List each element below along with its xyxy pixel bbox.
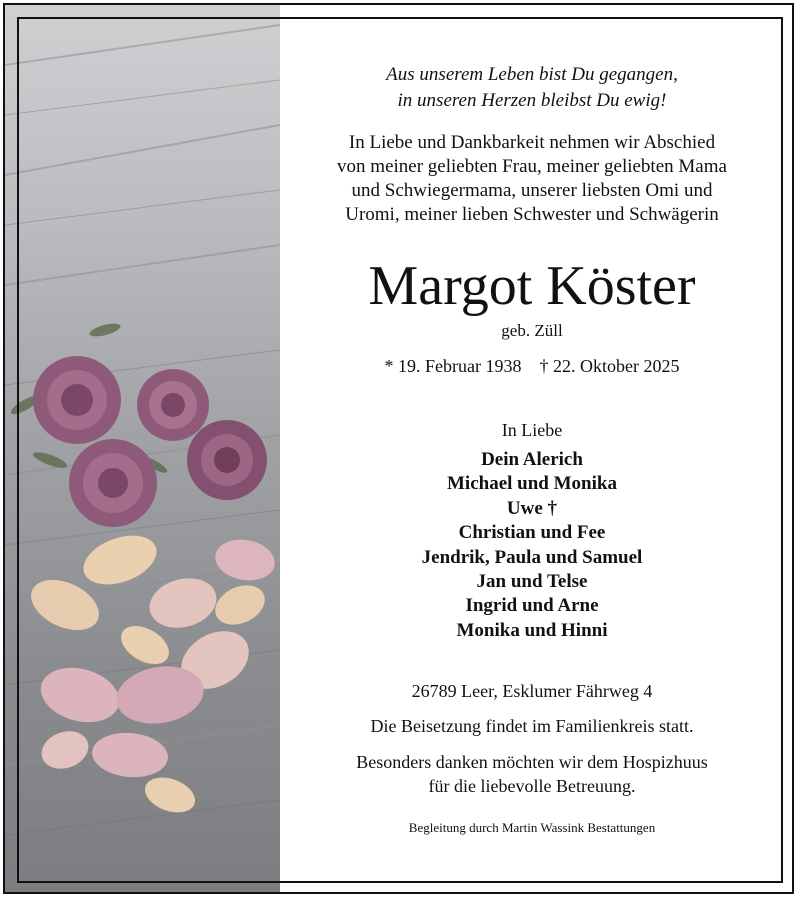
family-member: Monika und Hinni xyxy=(456,619,608,641)
obituary-text xyxy=(282,0,782,900)
motto xyxy=(282,62,782,114)
burial-note: Die Beisetzung findet im Familienkreis statt. xyxy=(370,716,694,736)
family-member: Michael und Monika xyxy=(447,473,617,495)
family-member: Jendrik, Paula und Samuel xyxy=(421,546,643,568)
life-dates xyxy=(282,354,782,378)
deceased-name: Margot Köster xyxy=(368,255,696,317)
death-date: † 22. Oktober 2025 xyxy=(539,356,680,376)
family-member: Christian und Fee xyxy=(458,522,606,544)
undertaker-credit: Begleitung durch Martin Wassink Bestattungen xyxy=(408,820,656,835)
thanks-line: für die liebevolle Betreuung. xyxy=(428,776,636,796)
family-member: Ingrid und Arne xyxy=(465,595,599,617)
family-list xyxy=(282,448,782,643)
birth-date: * 19. Februar 1938 xyxy=(384,356,522,376)
intro-line: In Liebe und Dankbarkeit nehmen wir Abschied xyxy=(348,132,716,153)
intro-line: Uromi, meiner lieben Schwester und Schwägerin xyxy=(345,204,719,225)
family-member: Jan und Telse xyxy=(476,571,588,593)
motto-line: in unseren Herzen bleibst Du ewig! xyxy=(397,90,667,111)
motto-line: Aus unserem Leben bist Du gegangen, xyxy=(386,64,678,85)
family-member: Uwe † xyxy=(506,497,558,519)
address: 26789 Leer, Esklumer Fährweg 4 xyxy=(411,681,653,701)
thanks-line: Besonders danken möchten wir dem Hospizhuus xyxy=(356,752,708,772)
family-member: Dein Alerich xyxy=(481,449,583,470)
intro-text xyxy=(282,131,782,227)
intro-line: von meiner geliebten Frau, meiner geliebten Mama xyxy=(337,156,727,177)
thanks-note xyxy=(282,750,782,798)
in-love-heading: In Liebe xyxy=(501,420,563,440)
intro-line: und Schwiegermama, unserer liebsten Omi und xyxy=(351,180,713,201)
birth-name: geb. Züll xyxy=(501,321,563,340)
